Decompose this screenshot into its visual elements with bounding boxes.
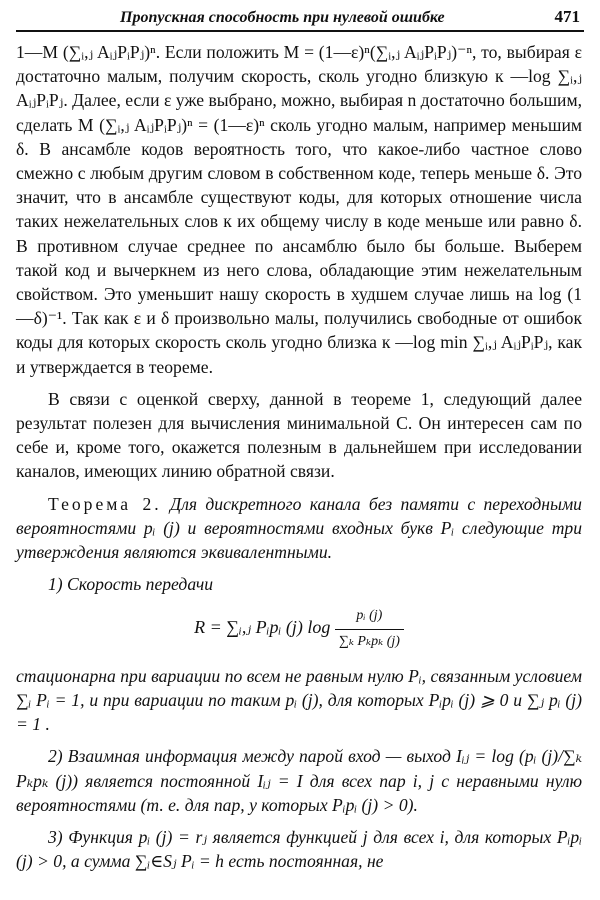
theorem-label: Теорема 2. [48, 493, 162, 514]
theorem-statement [16, 492, 582, 565]
page-number: 471 [554, 7, 580, 26]
theorem-item-3 [16, 825, 582, 873]
page-body [16, 40, 582, 874]
paragraph-upper-bound: В связи с оценкой сверху, данной в теореме 1, следующий далее результат полезен для вычисления минимальной C. Он интересен сам по себе и, кроме того, окажется полезным в дальнейшем при исследовании каналов, имеющих линию обратной связи. [16, 388, 582, 482]
item-2-text: 2) Взаимная информация между парой вход — выход Iᵢⱼ = log (pᵢ (j)/∑ₖ Pₖpₖ (j)) является постоянной Iᵢⱼ = I для всех пар i, j с неравными нулю вероятностями (т. е. для пар, у которых Pᵢpᵢ (j) > 0). [16, 746, 582, 815]
item-1-text: стационарна при вариации по всем не равным нулю Pᵢ, связанным условием ∑ᵢ Pᵢ = 1, и при вариации по таким pᵢ (j), для которых Pᵢpᵢ (j) ⩾ 0 и ∑ⱼ pᵢ (j) = 1 . [16, 665, 582, 735]
page-header [16, 2, 584, 32]
item-1-heading: 1) Скорость передачи [48, 574, 214, 595]
formula-fraction [335, 604, 404, 653]
rate-formula [16, 604, 582, 653]
running-title: Пропускная способность при нулевой ошибке [120, 9, 445, 26]
formula-lhs: R = ∑ᵢ,ⱼ Pᵢpᵢ (j) log [194, 617, 331, 638]
item-3-text: 3) Функция pᵢ (j) = rⱼ является функцией j для всех i, для которых Pᵢpᵢ (j) > 0, а сумма ∑ᵢ∈Sⱼ Pᵢ = h есть постоянная, не [16, 827, 582, 872]
theorem-item-1-label [16, 572, 582, 596]
formula-numerator: pᵢ (j) [335, 604, 404, 629]
formula-denominator: ∑ₖ Pₖpₖ (j) [338, 633, 400, 649]
theorem-item-2 [16, 744, 582, 817]
paragraph-proof-end: 1—M (∑ᵢ,ⱼ AᵢⱼPᵢPⱼ)ⁿ. Если положить M = (1—ε)ⁿ(∑ᵢ,ⱼ AᵢⱼPᵢPⱼ)⁻ⁿ, то, выбирая ε достаточно малым, получим скорость, сколь угодно близкую к —log ∑ᵢ,ⱼ AᵢⱼPᵢPⱼ. Далее, если ε уже выбрано, можно, выбирая n достаточно большим, сделать M (∑ᵢ,ⱼ AᵢⱼPᵢPⱼ)ⁿ = (1—ε)ⁿ сколь угодно малым, например меньшим δ. В ансамбле кодов вероятность того, что какое-либо частное слово смежно с любым другим словом в собственном коде, теперь меньше δ. Это значит, что в ансамбле существуют коды, для которых отношение числа таких нежелательных слов к их общему числу в коде меньше или равно δ. В противном случае среднее по ансамблю было бы больше. Выберем такой код и вычеркнем из него слова, обладающие этим нежелательным свойством. Это уменьшит нашу скорость в худшем случае лишь на log (1—δ)⁻¹. Так как ε и δ произвольно малы, получились свободные от ошибок коды для которых скорость сколь угодно близка к —log min ∑ᵢ,ⱼ AᵢⱼPᵢPⱼ, как и утверждается в теореме. [16, 42, 582, 377]
theorem-item-1-condition [16, 664, 582, 737]
theorem-text: Для дискретного канала без памяти с переходными вероятностями pᵢ (j) и вероятностями входных букв Pᵢ следующие три утверждения являются эквивалентными. [16, 493, 582, 563]
